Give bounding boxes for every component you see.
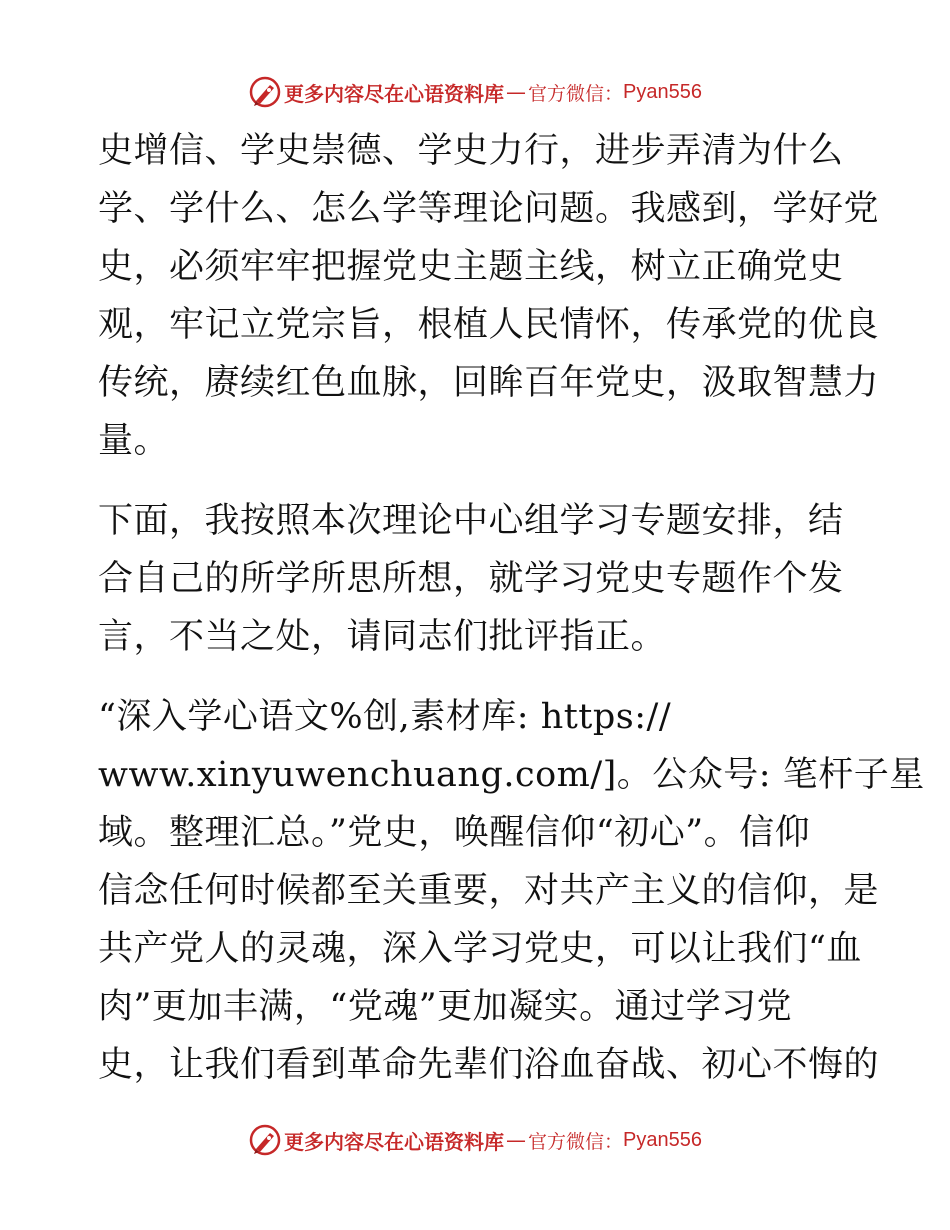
paragraph-gap xyxy=(98,666,858,688)
text-line: 史增信、学史崇德、学史力行，进步弄清为什么 xyxy=(98,131,844,171)
text-line: 肉”更加丰满，“党魂”更加凝实。通过学习党 xyxy=(98,987,793,1027)
text-line: 信念任何时候都至关重要，对共产主义的信仰，是 xyxy=(98,871,880,911)
paragraph-gap xyxy=(98,470,858,492)
banner-wechat-id: Pyan556 xyxy=(623,80,702,103)
document-body xyxy=(98,122,925,1094)
text-line: 量。 xyxy=(98,421,170,461)
banner-label: 官方微信： xyxy=(528,82,624,105)
paragraph-1 xyxy=(98,122,880,470)
banner-wechat-id: Pyan556 xyxy=(623,1128,702,1151)
paragraph-3 xyxy=(98,688,925,1094)
text-line: 合自己的所学所思所想，就学习党史专题作个发 xyxy=(98,559,844,599)
text-line: “深入学心语文%创,素材库: https:// xyxy=(98,697,672,737)
banner-label: 官方微信： xyxy=(528,1130,624,1153)
banner-text: 更多内容尽在心语资料库 xyxy=(284,81,504,106)
pen-logo-icon xyxy=(248,75,282,109)
text-line: 史，让我们看到革命先辈们浴血奋战、初心不悔的 xyxy=(98,1045,880,1085)
text-line: 观，牢记立党宗旨，根植人民情怀，传承党的优良 xyxy=(98,305,880,345)
footer-banner xyxy=(0,1120,950,1160)
text-line: 言，不当之处，请同志们批评指正。 xyxy=(98,617,667,657)
text-line: 域。整理汇总。”党史，唤醒信仰“初心”。信仰 xyxy=(98,813,811,853)
banner-separator: — xyxy=(506,80,526,104)
text-line: 史，必须牢牢把握党史主题主线，树立正确党史 xyxy=(98,247,844,287)
text-line: 共产党人的灵魂，深入学习党史，可以让我们“血 xyxy=(98,929,862,969)
banner-text: 更多内容尽在心语资料库 xyxy=(284,1129,504,1154)
pen-logo-icon xyxy=(248,1123,282,1157)
banner-separator: — xyxy=(506,1128,526,1152)
text-line: 学、学什么、怎么学等理论问题。我感到，学好党 xyxy=(98,189,880,229)
text-line: 传统，赓续红色血脉，回眸百年党史，汲取智慧力 xyxy=(98,363,880,403)
text-line: www.xinyuwenchuang.com/]。公众号: 笔杆子星 xyxy=(98,755,925,795)
paragraph-2 xyxy=(98,492,858,666)
header-banner xyxy=(0,72,950,112)
text-line: 下面，我按照本次理论中心组学习专题安排，结 xyxy=(98,501,844,541)
